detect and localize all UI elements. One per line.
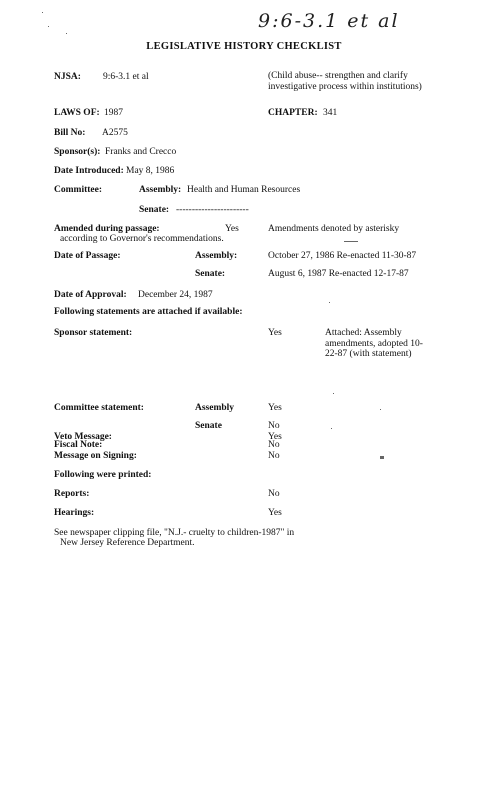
amended-label: Amended during passage: <box>54 224 160 234</box>
committee-statement-senate-label: Senate <box>195 421 222 431</box>
scan-speck <box>48 26 49 27</box>
amended-continuation: according to Governor's recommendations. <box>60 234 224 244</box>
committee-statement-assembly-label: Assembly <box>195 403 235 413</box>
passage-senate-label: Senate: <box>195 269 226 279</box>
sponsors-value: Franks and Crecco <box>105 147 177 157</box>
committee-senate-label: Senate: <box>139 205 170 215</box>
attached-heading: Following statements are attached if available: <box>54 307 243 317</box>
reports-value: No <box>268 489 280 499</box>
printed-heading: Following were printed: <box>54 470 152 480</box>
scan-speck <box>42 12 43 13</box>
laws-of-label: LAWS OF: <box>54 108 100 118</box>
njsa-description: (Child abuse-- strengthen and clarify investigative process within institutions) <box>268 71 422 92</box>
passage-label: Date of Passage: <box>54 251 121 261</box>
amended-note: Amendments denoted by asterisky <box>268 224 400 234</box>
fiscal-note-value: No <box>268 440 280 450</box>
handwritten-reference: 9:6-3.1 et al <box>258 10 400 32</box>
date-introduced-value: May 8, 1986 <box>126 166 175 176</box>
passage-assembly-label: Assembly: <box>195 251 238 261</box>
sponsor-statement-note: Attached: Assembly amendments, adopted 10-22-87 (with statement) <box>325 328 423 359</box>
veto-message-label: Veto Message: <box>54 432 112 442</box>
amended-value: Yes <box>225 224 239 234</box>
passage-senate-value: August 6, 1987 Re-enacted 12-17-87 <box>268 269 409 279</box>
scan-speck <box>329 302 330 303</box>
committee-statement-assembly-value: Yes <box>268 403 282 413</box>
scan-speck <box>66 33 67 34</box>
approval-label: Date of Approval: <box>54 290 127 300</box>
scan-speck <box>333 393 334 394</box>
njsa-value: 9:6-3.1 et al <box>103 72 149 82</box>
message-on-signing-value: No <box>268 451 280 461</box>
veto-message-value: Yes <box>268 432 282 442</box>
passage-assembly-value: October 27, 1986 Re-enacted 11-30-87 <box>268 251 417 261</box>
scan-speck <box>344 241 358 242</box>
bill-no-value: A2575 <box>102 128 128 138</box>
bill-no-label: Bill No: <box>54 128 86 138</box>
date-introduced-label: Date Introduced: <box>54 166 124 176</box>
hearings-value: Yes <box>268 508 282 518</box>
laws-of-value: 1987 <box>104 108 123 118</box>
committee-statement-label: Committee statement: <box>54 403 144 413</box>
fiscal-note-label: Fiscal Note: <box>54 440 103 450</box>
committee-statement-senate-value: No <box>268 421 280 431</box>
scan-speck <box>331 428 332 429</box>
approval-value: December 24, 1987 <box>138 290 213 300</box>
reports-label: Reports: <box>54 489 90 499</box>
sponsor-statement-label: Sponsor statement: <box>54 328 133 338</box>
committee-senate-value: ----------------------- <box>176 205 249 215</box>
committee-assembly-value: Health and Human Resources <box>187 185 301 195</box>
sponsors-label: Sponsor(s): <box>54 147 101 157</box>
chapter-value: 341 <box>323 108 338 118</box>
scan-speck <box>380 409 381 410</box>
hearings-label: Hearings: <box>54 508 95 518</box>
scan-speck <box>380 456 384 459</box>
committee-assembly-label: Assembly: <box>139 185 182 195</box>
message-on-signing-label: Message on Signing: <box>54 451 137 461</box>
njsa-label: NJSA: <box>54 72 81 82</box>
sponsor-statement-value: Yes <box>268 328 282 338</box>
chapter-label: CHAPTER: <box>268 108 318 118</box>
committee-label: Committee: <box>54 185 103 195</box>
page-title: LEGISLATIVE HISTORY CHECKLIST <box>146 41 342 52</box>
footer-note: See newspaper clipping file, "N.J.- cruelty to children-1987" in <box>54 528 295 538</box>
footer-note-line2: New Jersey Reference Department. <box>60 538 195 548</box>
